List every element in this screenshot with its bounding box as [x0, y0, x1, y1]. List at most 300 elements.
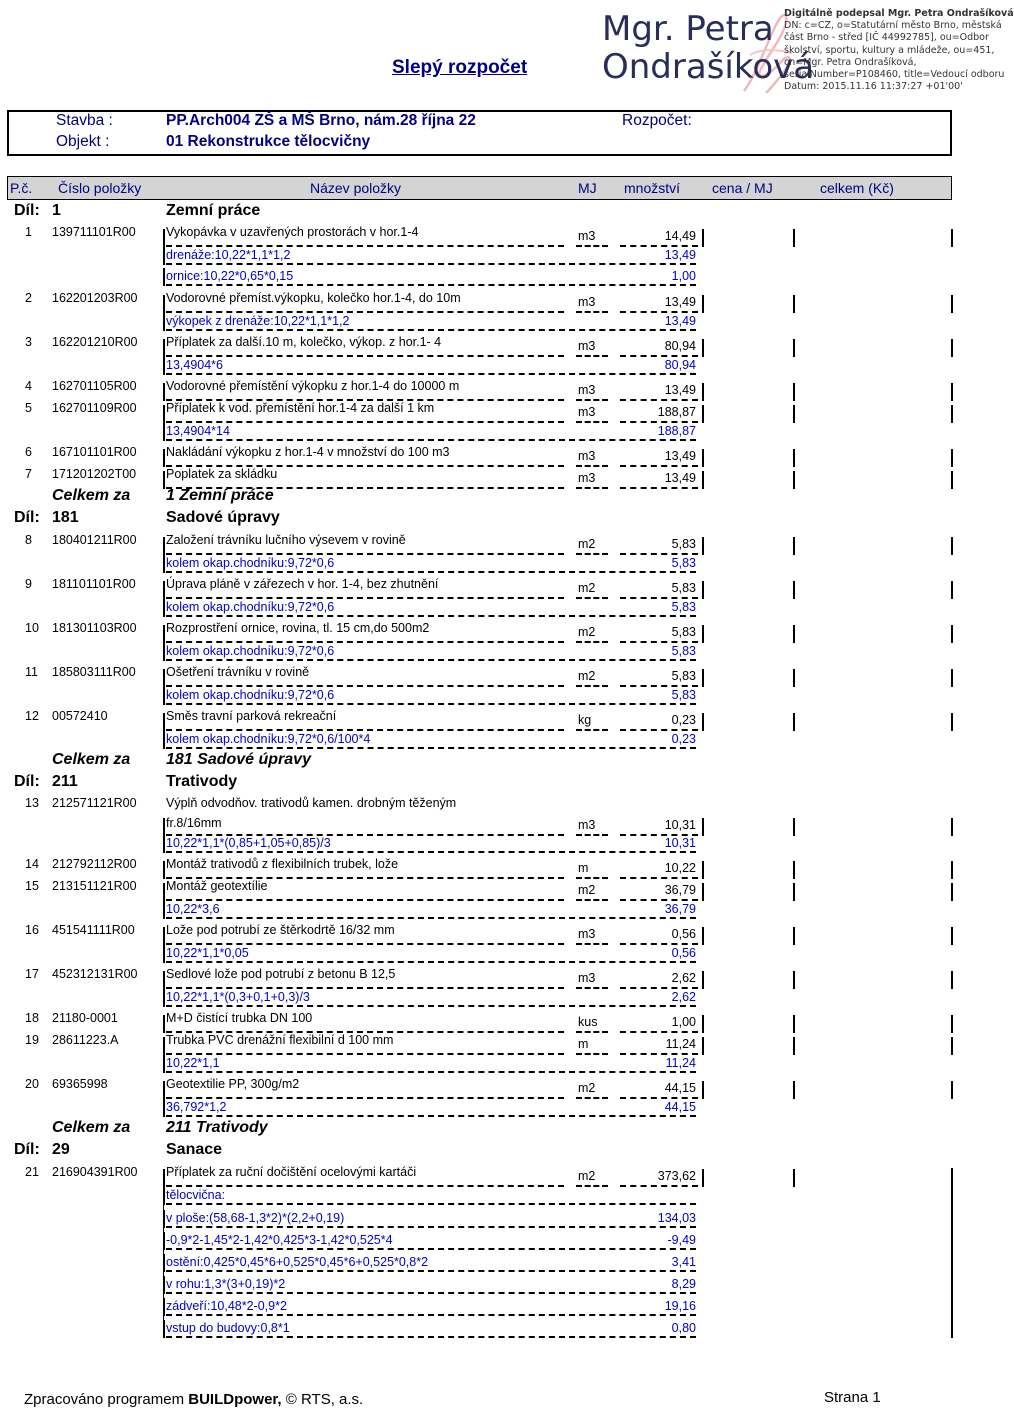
column-tick — [793, 669, 795, 687]
item-name: M+D čistící trubka DN 100 — [166, 1011, 313, 1025]
dashed-rule — [166, 421, 564, 423]
dil-label: Díl: — [14, 1141, 40, 1158]
dashed-rule — [166, 1005, 696, 1007]
dashed-rule — [166, 961, 696, 963]
column-tick — [951, 295, 953, 313]
column-tick — [951, 669, 953, 687]
item-code: 139711101R00 — [52, 225, 136, 239]
item-code: 212792112R00 — [52, 857, 137, 871]
dil-label: Díl: — [14, 509, 40, 526]
measure-qty: 8,29 — [671, 1277, 696, 1291]
column-tick — [702, 1169, 704, 1187]
dashed-rule — [576, 245, 608, 247]
celkem-name: 181 Sadové úpravy — [166, 751, 311, 768]
item-mj: m2 — [578, 669, 596, 683]
measure-text: 13,4904*14 — [166, 424, 230, 438]
dashed-rule — [166, 659, 696, 661]
item-mj: m3 — [578, 229, 596, 243]
item-code: 216904391R00 — [52, 1165, 138, 1179]
page-number: Strana 1 — [824, 1389, 881, 1406]
item-name: Směs travní parková rekreační — [166, 709, 337, 723]
measure-qty: 5,83 — [671, 644, 696, 658]
stavba-label: Stavba : — [56, 112, 113, 129]
dashed-rule — [166, 263, 696, 265]
dashed-rule — [620, 729, 698, 731]
celkem-label: Celkem za — [52, 487, 131, 504]
item-mj: m — [578, 861, 589, 875]
item-mj: m3 — [578, 339, 596, 353]
item-name: Příplatek za ruční dočištění ocelovými kartáči — [166, 1165, 417, 1179]
column-tick — [163, 687, 165, 705]
item-qty: 0,56 — [671, 927, 696, 941]
dashed-rule — [166, 943, 564, 945]
celkem-label: Celkem za — [52, 1119, 131, 1136]
column-tick — [163, 471, 165, 489]
measure-qty: 0,56 — [671, 946, 696, 960]
column-tick — [163, 229, 165, 247]
item-code: 162201203R00 — [52, 291, 138, 305]
column-tick — [951, 971, 953, 989]
column-tick — [163, 669, 165, 687]
item-number: 19 — [25, 1033, 39, 1047]
column-tick — [793, 229, 795, 247]
column-tick — [163, 818, 165, 836]
dashed-rule — [576, 1053, 608, 1055]
item-mj: m2 — [578, 581, 596, 595]
column-tick — [163, 268, 165, 286]
dashed-rule — [166, 571, 696, 573]
dil-name: Zemní práce — [166, 202, 261, 219]
dashed-rule — [576, 1097, 608, 1099]
column-tick — [702, 471, 704, 489]
column-tick — [793, 971, 795, 989]
measure-text: kolem okap.chodníku:9,72*0,6 — [166, 600, 335, 614]
column-tick — [702, 383, 704, 401]
footer-credit — [24, 1391, 363, 1408]
item-number: 8 — [25, 533, 32, 547]
item-qty: 0,23 — [671, 713, 696, 727]
item-qty: 13,49 — [664, 471, 696, 485]
column-tick — [793, 471, 795, 489]
footer-prefix: Zpracováno programem — [24, 1391, 189, 1408]
column-tick — [702, 405, 704, 423]
item-number: 4 — [25, 379, 32, 393]
dashed-rule — [620, 641, 698, 643]
measure-text: 10,22*1,1 — [166, 1056, 220, 1070]
column-tick — [163, 971, 165, 989]
item-qty: 14,49 — [664, 229, 696, 243]
celkem-name: 211 Trativody — [166, 1119, 268, 1136]
item-code: 162701105R00 — [52, 379, 137, 393]
column-tick — [793, 449, 795, 467]
measure-qty: 36,79 — [664, 902, 696, 916]
column-tick — [163, 989, 165, 1007]
item-number: 17 — [25, 967, 39, 981]
item-mj: m — [578, 1037, 589, 1051]
column-tick — [702, 295, 704, 313]
column-tick — [951, 818, 953, 836]
column-tick — [163, 835, 165, 853]
item-number: 18 — [25, 1011, 39, 1025]
dil-code: 211 — [52, 773, 78, 790]
dil-code: 1 — [52, 202, 61, 219]
item-name: Rozprostření ornice, rovina, tl. 15 cm,do 500m2 — [166, 621, 430, 635]
measure-text: drenáže:10,22*1,1*1,2 — [166, 248, 291, 262]
item-number: 16 — [25, 923, 39, 937]
column-tick — [793, 1015, 795, 1033]
measure-qty: 134,03 — [657, 1211, 696, 1225]
measure-text: kolem okap.chodníku:9,72*0,6/100*4 — [166, 732, 371, 746]
column-tick — [163, 901, 165, 919]
column-tick — [951, 471, 953, 489]
dashed-rule — [166, 1248, 696, 1250]
column-tick — [163, 861, 165, 879]
dashed-rule — [166, 641, 564, 643]
column-tick — [793, 927, 795, 945]
item-qty: 5,83 — [671, 625, 696, 639]
column-header-name: Název položky — [310, 180, 402, 196]
item-mj: m3 — [578, 449, 596, 463]
measure-text: 10,22*1,1*0,05 — [166, 946, 249, 960]
dashed-rule — [576, 987, 608, 989]
column-tick — [793, 861, 795, 879]
column-tick — [793, 295, 795, 313]
column-tick — [163, 537, 165, 555]
item-code: 185803111R00 — [52, 665, 136, 679]
measure-text: 10,22*1,1*(0,3+0,1+0,3)/3 — [166, 990, 310, 1004]
signature-info-line: část Brno - střed [IČ 44992785], ou=Odbor — [784, 32, 989, 44]
item-code: 162201210R00 — [52, 335, 138, 349]
signature-info-line: školství, sportu, kultury a mládeže, ou=451, — [784, 44, 995, 56]
item-qty: 44,15 — [664, 1081, 696, 1095]
dashed-rule — [576, 399, 608, 401]
column-tick — [163, 581, 165, 599]
column-tick — [702, 537, 704, 555]
column-tick — [702, 883, 704, 901]
measure-qty: 44,15 — [664, 1100, 696, 1114]
signature-info-line: serialNumber=P108460, title=Vedoucí odboru — [784, 69, 1005, 81]
item-qty: 13,49 — [664, 449, 696, 463]
item-name: Ošetření trávníku v rovině — [166, 665, 310, 679]
item-mj: m2 — [578, 883, 596, 897]
dil-code: 181 — [52, 509, 79, 526]
item-name: Geotextilie PP, 300g/m2 — [166, 1077, 300, 1091]
dashed-rule — [166, 355, 564, 357]
dashed-rule — [166, 1292, 696, 1294]
item-qty: 11,24 — [665, 1037, 696, 1051]
item-number: 21 — [25, 1165, 39, 1179]
item-qty: 5,83 — [671, 537, 696, 551]
column-tick — [793, 339, 795, 357]
measure-qty: 5,83 — [671, 556, 696, 570]
item-qty: 10,22 — [664, 861, 696, 875]
dashed-rule — [620, 899, 698, 901]
column-tick — [702, 1037, 704, 1055]
signature-name-line2: Ondrašíková — [602, 47, 815, 87]
item-code: 171201202T00 — [52, 467, 137, 481]
measure-qty: 5,83 — [671, 688, 696, 702]
column-tick — [951, 1015, 953, 1033]
measure-qty: 3,41 — [671, 1255, 696, 1269]
dashed-rule — [166, 1314, 696, 1316]
item-qty: 10,31 — [664, 818, 696, 832]
dashed-rule — [576, 877, 608, 879]
column-tick — [951, 537, 953, 555]
column-tick — [163, 357, 165, 375]
footer-program: BUILDpower, — [188, 1391, 282, 1408]
dashed-rule — [166, 899, 564, 901]
column-tick — [163, 295, 165, 313]
dashed-rule — [620, 465, 698, 467]
item-code: 21180-0001 — [52, 1011, 118, 1025]
column-tick — [163, 945, 165, 963]
item-number: 2 — [25, 291, 32, 305]
signature-info-line: DN: c=CZ, o=Statutární město Brno, městská — [784, 20, 1002, 32]
dashed-rule — [620, 245, 698, 247]
dashed-rule — [576, 729, 608, 731]
dashed-rule — [166, 703, 696, 705]
column-tick — [702, 581, 704, 599]
item-number: 12 — [25, 709, 39, 723]
dashed-rule — [576, 1031, 608, 1033]
column-tick — [793, 1169, 795, 1187]
dil-code: 29 — [52, 1141, 70, 1158]
measure-text: kolem okap.chodníku:9,72*0,6 — [166, 688, 335, 702]
column-tick — [951, 713, 953, 731]
column-tick — [702, 1015, 704, 1033]
dashed-rule — [620, 1185, 698, 1187]
column-tick — [163, 247, 165, 265]
objekt-label: Objekt : — [56, 133, 110, 150]
item-number: 15 — [25, 879, 39, 893]
dashed-rule — [166, 1226, 696, 1228]
item-number: 11 — [25, 665, 38, 679]
dil-name: Trativody — [166, 773, 238, 790]
item-qty: 2,62 — [671, 971, 696, 985]
dashed-rule — [166, 685, 564, 687]
column-tick — [951, 883, 953, 901]
item-mj: m3 — [578, 383, 596, 397]
column-tick — [793, 818, 795, 836]
column-tick — [793, 1037, 795, 1055]
item-number: 10 — [25, 621, 39, 635]
item-code: 28611223.A — [52, 1033, 119, 1047]
column-tick — [702, 449, 704, 467]
column-tick — [702, 669, 704, 687]
column-tick — [793, 581, 795, 599]
item-qty: 13,49 — [664, 383, 696, 397]
column-tick — [163, 625, 165, 643]
dashed-rule — [620, 355, 698, 357]
dashed-rule — [166, 851, 696, 853]
measure-text: 10,22*1,1*(0,85+1,05+0,85)/3 — [166, 836, 331, 850]
item-mj: m3 — [578, 971, 596, 985]
item-code: 167101101R00 — [52, 445, 137, 459]
signature-info — [784, 8, 1014, 93]
item-name: Vodorovné přemíst.výkopku, kolečko hor.1-4, do 10m — [166, 291, 461, 305]
item-mj: kus — [578, 1015, 598, 1029]
column-tick — [951, 581, 953, 599]
measure-qty: 188,87 — [657, 424, 696, 438]
measure-qty: 1,00 — [671, 269, 696, 283]
measure-text: 10,22*3,6 — [166, 902, 220, 916]
measure-qty: -9,49 — [667, 1233, 696, 1247]
dil-label: Díl: — [14, 202, 40, 219]
celkem-label: Celkem za — [52, 751, 131, 768]
dashed-rule — [620, 487, 698, 489]
header-box — [7, 110, 952, 156]
signature-name-line1: Mgr. Petra — [602, 9, 774, 49]
dashed-rule — [166, 917, 696, 919]
item-number: 3 — [25, 335, 32, 349]
item-name: Úprava pláně v zářezech v hor. 1-4, bez zhutnění — [166, 577, 439, 591]
item-qty: 13,49 — [664, 295, 696, 309]
item-qty: 373,62 — [657, 1169, 696, 1183]
measure-qty: 0,23 — [671, 732, 696, 746]
measure-qty: 11,24 — [665, 1056, 696, 1070]
dashed-rule — [166, 1115, 696, 1117]
column-tick — [951, 405, 953, 423]
item-name: Trubka PVC drenážní flexibilní d 100 mm — [166, 1033, 394, 1047]
column-tick — [163, 423, 165, 441]
dashed-rule — [166, 1270, 696, 1272]
dashed-rule — [620, 597, 698, 599]
item-name: Poplatek za skládku — [166, 467, 278, 481]
dashed-rule — [620, 987, 698, 989]
column-tick — [163, 339, 165, 357]
item-code: 213151121R00 — [52, 879, 137, 893]
item-qty: 36,79 — [664, 883, 696, 897]
column-tick — [163, 555, 165, 573]
item-mj: m2 — [578, 1081, 596, 1095]
signature-info-line: cn=Mgr. Petra Ondrašíková, — [784, 56, 917, 68]
measure-qty: 0,80 — [671, 1321, 696, 1335]
column-tick — [793, 405, 795, 423]
item-qty: 188,87 — [657, 405, 696, 419]
dashed-rule — [166, 615, 696, 617]
column-tick — [163, 449, 165, 467]
item-number: 6 — [25, 445, 32, 459]
dashed-rule — [576, 685, 608, 687]
measure-text: 36,792*1,2 — [166, 1100, 227, 1114]
column-tick — [793, 383, 795, 401]
column-tick — [702, 971, 704, 989]
column-tick — [951, 1168, 953, 1338]
item-name: Vykopávka v uzavřených prostorách v hor.1-4 — [166, 225, 419, 239]
item-name-cont: fr.8/16mm — [166, 816, 222, 830]
dashed-rule — [576, 1185, 608, 1187]
dashed-rule — [620, 1031, 698, 1033]
dashed-rule — [620, 399, 698, 401]
column-header-code: Číslo položky — [58, 180, 142, 196]
dashed-rule — [576, 465, 608, 467]
measure-qty: 5,83 — [671, 600, 696, 614]
dashed-rule — [576, 311, 608, 313]
item-mj: m2 — [578, 537, 596, 551]
column-tick — [163, 713, 165, 731]
rozpocet-label: Rozpočet: — [622, 112, 692, 129]
column-tick — [951, 861, 953, 879]
item-code: 451541111R00 — [52, 923, 135, 937]
column-tick — [702, 339, 704, 357]
column-tick — [702, 861, 704, 879]
item-name: Montáž trativodů z flexibilních trubek, lože — [166, 857, 399, 871]
column-tick — [951, 229, 953, 247]
measure-qty: 80,94 — [664, 358, 696, 372]
dashed-rule — [166, 329, 696, 331]
dashed-rule — [166, 553, 564, 555]
dashed-rule — [166, 439, 696, 441]
item-name: Příplatek k vod. přemístění hor.1-4 za další 1 km — [166, 401, 435, 415]
dashed-rule — [166, 1071, 696, 1073]
measure-text: v ploše:(58,68-1,3*2)*(2,2+0,19) — [166, 1211, 345, 1225]
column-tick — [702, 625, 704, 643]
item-mj: m3 — [578, 405, 596, 419]
column-tick — [163, 1015, 165, 1033]
dashed-rule — [620, 685, 698, 687]
column-tick — [163, 405, 165, 423]
objekt-value: 01 Rekonstrukce tělocvičny — [166, 133, 371, 150]
dashed-rule — [576, 899, 608, 901]
column-tick — [793, 1081, 795, 1099]
item-name: Nakládání výkopku z hor.1-4 v množství do 100 m3 — [166, 445, 450, 459]
item-mj: m2 — [578, 625, 596, 639]
item-name: Lože pod potrubí ze štěrkodrtě 16/32 mm — [166, 923, 395, 937]
dashed-rule — [576, 355, 608, 357]
dashed-rule — [166, 284, 696, 286]
measure-text: vstup do budovy:0,8*1 — [166, 1321, 290, 1335]
dashed-rule — [620, 421, 698, 423]
measure-qty: 10,31 — [664, 836, 696, 850]
column-tick — [702, 818, 704, 836]
item-qty: 1,00 — [671, 1015, 696, 1029]
column-tick — [163, 313, 165, 331]
item-qty: 80,94 — [664, 339, 696, 353]
item-name: Vodorovné přemístění výkopku z hor.1-4 do 10000 m — [166, 379, 460, 393]
column-tick — [163, 927, 165, 945]
column-tick — [163, 1037, 165, 1055]
footer-suffix: © RTS, a.s. — [281, 1391, 364, 1408]
column-tick — [163, 883, 165, 901]
dashed-rule — [620, 311, 698, 313]
item-number: 20 — [25, 1077, 39, 1091]
measure-text: zádveří:10,48*2-0,9*2 — [166, 1299, 287, 1313]
dashed-rule — [166, 1185, 564, 1187]
dashed-rule — [576, 597, 608, 599]
dashed-rule — [166, 1203, 696, 1205]
measure-qty: 13,49 — [664, 314, 696, 328]
column-tick — [951, 1037, 953, 1055]
column-tick — [163, 1055, 165, 1073]
dashed-rule — [576, 553, 608, 555]
column-tick — [702, 713, 704, 731]
item-mj: m2 — [578, 1169, 596, 1183]
item-code: 162701109R00 — [52, 401, 137, 415]
column-tick — [163, 1081, 165, 1099]
dashed-rule — [166, 373, 696, 375]
column-tick — [163, 383, 165, 401]
dashed-rule — [576, 943, 608, 945]
measure-text: -0,9*2-1,45*2-1,42*0,425*3-1,42*0,525*4 — [166, 1233, 393, 1247]
dashed-rule — [620, 1053, 698, 1055]
column-tick — [951, 927, 953, 945]
dashed-rule — [620, 1097, 698, 1099]
signature-info-line: Datum: 2015.11.16 11:37:27 +01'00' — [784, 81, 963, 93]
dashed-rule — [576, 487, 608, 489]
dashed-rule — [620, 553, 698, 555]
column-tick — [702, 1081, 704, 1099]
column-tick — [702, 927, 704, 945]
